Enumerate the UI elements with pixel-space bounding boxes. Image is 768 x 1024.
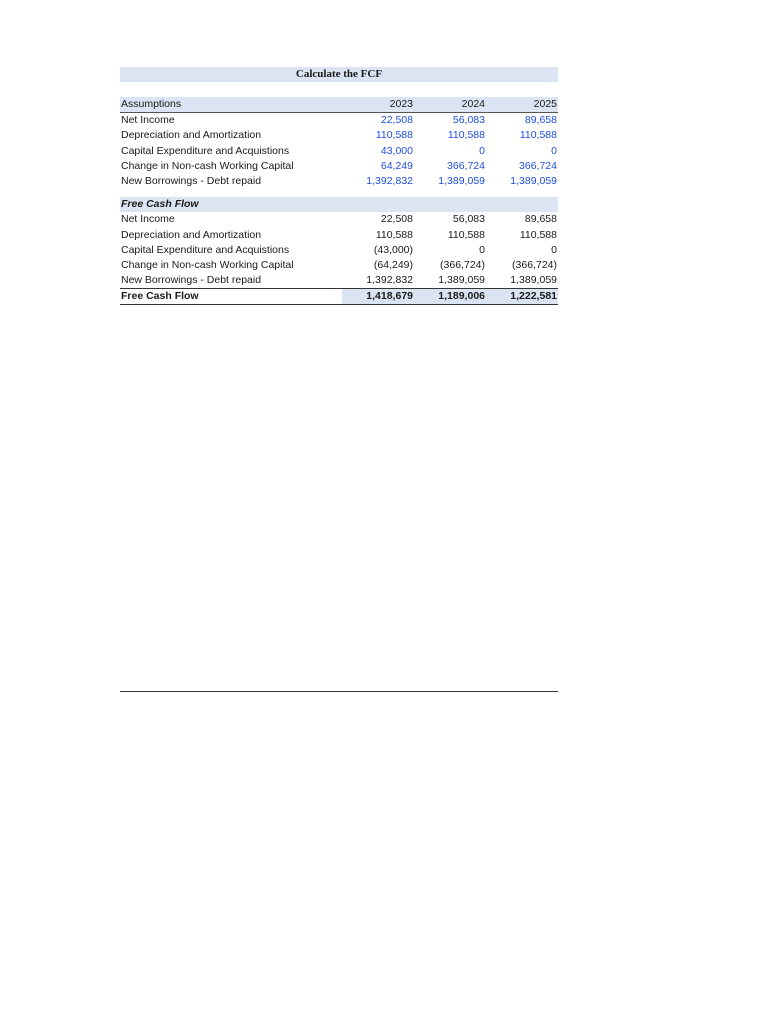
formula-cell[interactable]: 1,389,059 [510, 274, 557, 287]
row-label: Capital Expenditure and Acquistions [121, 243, 290, 256]
formula-cell[interactable]: (64,249) [373, 258, 413, 271]
year-header: 2023 [389, 98, 413, 110]
input-cell[interactable]: 366,724 [519, 159, 557, 172]
total-cell[interactable]: 1,222,581 [486, 289, 558, 304]
row-label: New Borrowings - Debt repaid [121, 274, 262, 287]
fcf-row [120, 258, 558, 273]
formula-cell[interactable]: 0 [551, 243, 557, 256]
page-footer-rule [120, 691, 558, 692]
input-cell[interactable]: 1,389,059 [510, 174, 557, 187]
sheet-title: Calculate the FCF [120, 67, 558, 82]
spacer [120, 189, 558, 197]
formula-cell[interactable]: (366,724) [440, 258, 485, 271]
assumption-row [120, 113, 558, 128]
row-label: Depreciation and Amortization [121, 228, 262, 241]
row-label: Capital Expenditure and Acquistions [121, 144, 290, 157]
formula-cell[interactable]: 89,658 [524, 213, 557, 226]
assumptions-header-label: Assumptions [121, 98, 182, 110]
total-label: Free Cash Flow [121, 290, 199, 303]
year-header: 2024 [461, 98, 485, 110]
fcf-row [120, 228, 558, 243]
fcf-row [120, 243, 558, 258]
row-label: Change in Non-cash Working Capital [121, 258, 294, 271]
input-cell[interactable]: 0 [479, 144, 485, 157]
assumption-row [120, 174, 558, 189]
empty-cell [486, 197, 558, 212]
total-cell[interactable]: 1,189,006 [414, 289, 486, 304]
input-cell[interactable]: 89,658 [524, 114, 557, 127]
fcf-row [120, 273, 558, 288]
input-cell[interactable]: 43,000 [380, 144, 413, 157]
assumptions-header-row [120, 97, 558, 113]
input-cell[interactable]: 1,389,059 [438, 174, 485, 187]
input-cell[interactable]: 366,724 [447, 159, 485, 172]
formula-cell[interactable]: (43,000) [373, 243, 413, 256]
formula-cell[interactable]: 110,588 [447, 228, 485, 241]
row-label: Change in Non-cash Working Capital [121, 159, 294, 172]
year-header: 2025 [533, 98, 557, 110]
formula-cell[interactable]: 110,588 [375, 228, 413, 241]
input-cell[interactable]: 64,249 [380, 159, 413, 172]
formula-cell[interactable]: 110,588 [519, 228, 557, 241]
row-label: Depreciation and Amortization [121, 129, 262, 142]
input-cell[interactable]: 0 [551, 144, 557, 157]
input-cell[interactable]: 56,083 [452, 114, 485, 127]
empty-cell [342, 197, 414, 212]
fcf-row [120, 212, 558, 227]
total-cell[interactable]: 1,418,679 [342, 289, 414, 304]
row-label: Net Income [121, 114, 175, 127]
assumption-row [120, 159, 558, 174]
input-cell[interactable]: 110,588 [375, 129, 413, 142]
formula-cell[interactable]: 56,083 [452, 213, 485, 226]
formula-cell[interactable]: 1,389,059 [438, 274, 485, 287]
input-cell[interactable]: 22,508 [380, 114, 413, 127]
formula-cell[interactable]: 0 [479, 243, 485, 256]
input-cell[interactable]: 110,588 [519, 129, 557, 142]
formula-cell[interactable]: (366,724) [512, 258, 557, 271]
assumption-row [120, 144, 558, 159]
formula-cell[interactable]: 22,508 [380, 213, 413, 226]
input-cell[interactable]: 1,392,832 [366, 174, 413, 187]
fcf-sheet [120, 67, 558, 305]
formula-cell[interactable]: 1,392,832 [366, 274, 413, 287]
fcf-total-row [120, 288, 558, 305]
section-title: Free Cash Flow [121, 198, 199, 211]
row-label: Net Income [121, 213, 175, 226]
row-label: New Borrowings - Debt repaid [121, 174, 262, 187]
input-cell[interactable]: 110,588 [447, 129, 485, 142]
fcf-section-header [120, 197, 558, 212]
assumption-row [120, 128, 558, 143]
spacer [120, 82, 558, 97]
empty-cell [414, 197, 486, 212]
